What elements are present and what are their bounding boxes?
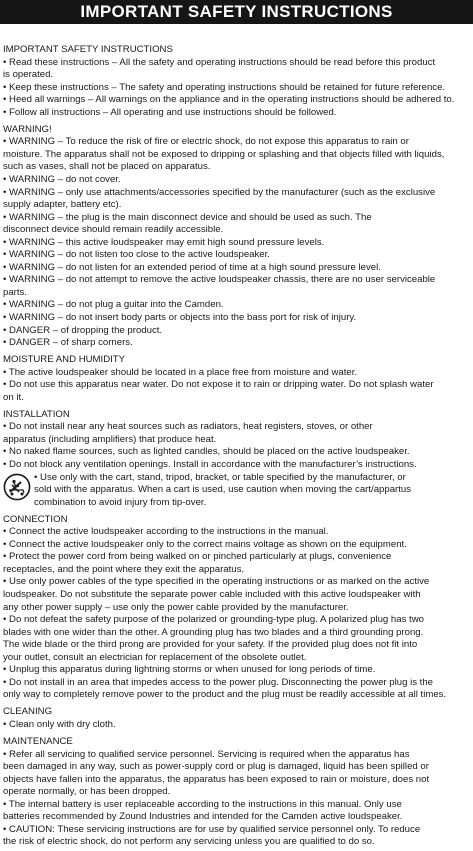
text-line: receptacles, and the point where they exit the apparatus. (3, 563, 245, 575)
text-line: supply adapter, battery etc). (3, 199, 122, 211)
text-line: • WARNING – the plug is the main disconnect device and should be used as such. The (3, 211, 372, 223)
section-moisture (3, 354, 470, 404)
text-line: • Protect the power cord from being walked on or pinched particularly at plugs, convenience (3, 551, 392, 563)
cart-warning-block (3, 472, 470, 510)
section-warning (3, 124, 470, 350)
text-line: • DANGER – of dropping the product. (3, 324, 163, 336)
text-line: • Keep these instructions – The safety and operating instructions should be retained for future reference. (3, 81, 446, 93)
text-line: been damaged in any way, such as power-supply cord or plug is damaged, liquid has been spilled or (3, 761, 429, 773)
section-connection (3, 514, 470, 702)
text-line: operate normally, or has been dropped. (3, 786, 171, 798)
section-heading: CONNECTION (3, 513, 68, 525)
installation-body (3, 409, 470, 472)
text-line: • Do not use this apparatus near water. Do not expose it to rain or dripping water. Do not splash water (3, 379, 434, 391)
text-line: moisture. The apparatus shall not be exposed to dripping or splashing and that objects filled with liquids, (3, 148, 445, 160)
text-line: any other power supply – use only the power cable provided by the manufacturer. (3, 601, 349, 613)
text-line: on it. (3, 391, 24, 403)
text-line: • Follow all instructions – All operating and use instructions should be followed. (3, 106, 337, 118)
section-heading: CLEANING (3, 706, 53, 718)
text-line: • WARNING – only use attachments/accessories specified by the manufacturer (such as the exclusive (3, 186, 436, 198)
text-line: • WARNING – To reduce the risk of fire or electric shock, do not expose this apparatus to rain or (3, 136, 409, 148)
text-line: your outlet, consult an electrician for replacement of the obsolete outlet. (3, 651, 307, 663)
text-line: • WARNING – do not plug a guitar into the Camden. (3, 299, 224, 311)
text-line: only way to completely remove power to the product and the plug must be readily accessible at all times. (3, 689, 447, 701)
text-line: • Do not install near any heat sources such as radiators, heat registers, stoves, or other (3, 421, 373, 433)
text-line: • No naked flame sources, such as lighted candles, should be placed on the active loudspeaker. (3, 446, 410, 458)
text-line: • Do not install in an area that impedes access to the power plug. Disconnecting the power plug is the (3, 676, 433, 688)
text-line: disconnect device should remain readily accessible. (3, 224, 224, 236)
text-line: The wide blade or the third prong are provided for your safety. If the provided plug does not fit into (3, 639, 418, 651)
section-heading: MAINTENANCE (3, 735, 73, 747)
text-line: • WARNING – do not insert body parts or objects into the bass port for risk of injury. (3, 311, 357, 323)
text-line: batteries recommended by Zound Industries and intended for the Camden active loudspeaker. (3, 811, 403, 823)
text-line: apparatus (including amplifiers) that produce heat. (3, 433, 217, 445)
text-line: • Heed all warnings – All warnings on the appliance and in the operating instructions should be adhered to. (3, 94, 455, 106)
text-line: objects have fallen into the apparatus, the apparatus has been exposed to rain or moisture, does not (3, 773, 430, 785)
text-line: • Clean only with dry cloth. (3, 718, 116, 730)
text-line: • The internal battery is user replaceable according to the instructions in this manual. Only use (3, 798, 402, 810)
text-line: • WARNING – do not attempt to remove the active loudspeaker chassis, there are no user serviceable (3, 274, 436, 286)
text-line: • Use only with the cart, stand, tripod, bracket, or table specified by the manufacturer, or (34, 471, 406, 483)
text-line: • Unplug this apparatus during lightning storms or when unused for long periods of time. (3, 664, 376, 676)
text-line: • WARNING – this active loudspeaker may emit high sound pressure levels. (3, 236, 325, 248)
text-line: • Connect the active loudspeaker only to the correct mains voltage as shown on the equipment. (3, 538, 407, 550)
text-line: • WARNING – do not cover. (3, 173, 121, 185)
section-maintenance (3, 736, 470, 849)
text-line: • CAUTION: These servicing instructions are for use by qualified service personnel only. To reduce (3, 823, 421, 835)
text-line: • Use only power cables of the type specified in the operating instructions or as marked on the active (3, 576, 430, 588)
text-line: the risk of electric shock, do not perform any servicing unless you are qualified to do so. (3, 836, 375, 848)
section-heading: IMPORTANT SAFETY INSTRUCTIONS (3, 44, 173, 55)
text-line: • DANGER – of sharp corners. (3, 337, 133, 349)
text-line: blades with one wider than the other. A grounding plug has two blades and a third grounding prong. (3, 626, 424, 638)
text-line: • Refer all servicing to qualified service personnel. Servicing is required when the apparatus has (3, 748, 410, 760)
section-heading: WARNING! (3, 123, 52, 135)
safety-document (3, 44, 470, 849)
text-line: • Read these instructions – All the safety and operating instructions should be read before this product (3, 56, 436, 68)
text-line: combination to avoid injury from tip-over. (34, 496, 207, 508)
section-heading: INSTALLATION (3, 408, 70, 420)
cart-warning-text (3, 472, 470, 510)
section-intro (3, 44, 470, 119)
page-banner-title: IMPORTANT SAFETY INSTRUCTIONS (0, 0, 473, 24)
section-cleaning (3, 706, 470, 731)
section-heading: MOISTURE AND HUMIDITY (3, 354, 126, 366)
text-line: parts. (3, 286, 27, 298)
text-line: sold with the apparatus. When a cart is used, use caution when moving the cart/appartus (34, 484, 412, 496)
section-installation (3, 409, 470, 509)
cart-tip-over-warning-icon (3, 473, 31, 501)
text-line: • Do not block any ventilation openings. Install in accordance with the manufacturer’s instructions. (3, 459, 417, 470)
text-line: • Do not defeat the safety purpose of the polarized or grounding-type plug. A polarized plug has two (3, 614, 424, 626)
text-line: • WARNING – do not listen too close to the active loudspeaker. (3, 249, 270, 261)
text-line: • Connect the active loudspeaker according to the instructions in the manual. (3, 526, 329, 538)
text-line: • WARNING – do not listen for an extended period of time at a high sound pressure level. (3, 261, 381, 273)
text-line: such as vases, shall not be placed on apparatus. (3, 161, 211, 173)
text-line: is operated. (3, 69, 54, 81)
text-line: • The active loudspeaker should be located in a place free from moisture and water. (3, 366, 358, 378)
text-line: loudspeaker. Do not substitute the separate power cable included with this active loudspeaker with (3, 588, 421, 600)
